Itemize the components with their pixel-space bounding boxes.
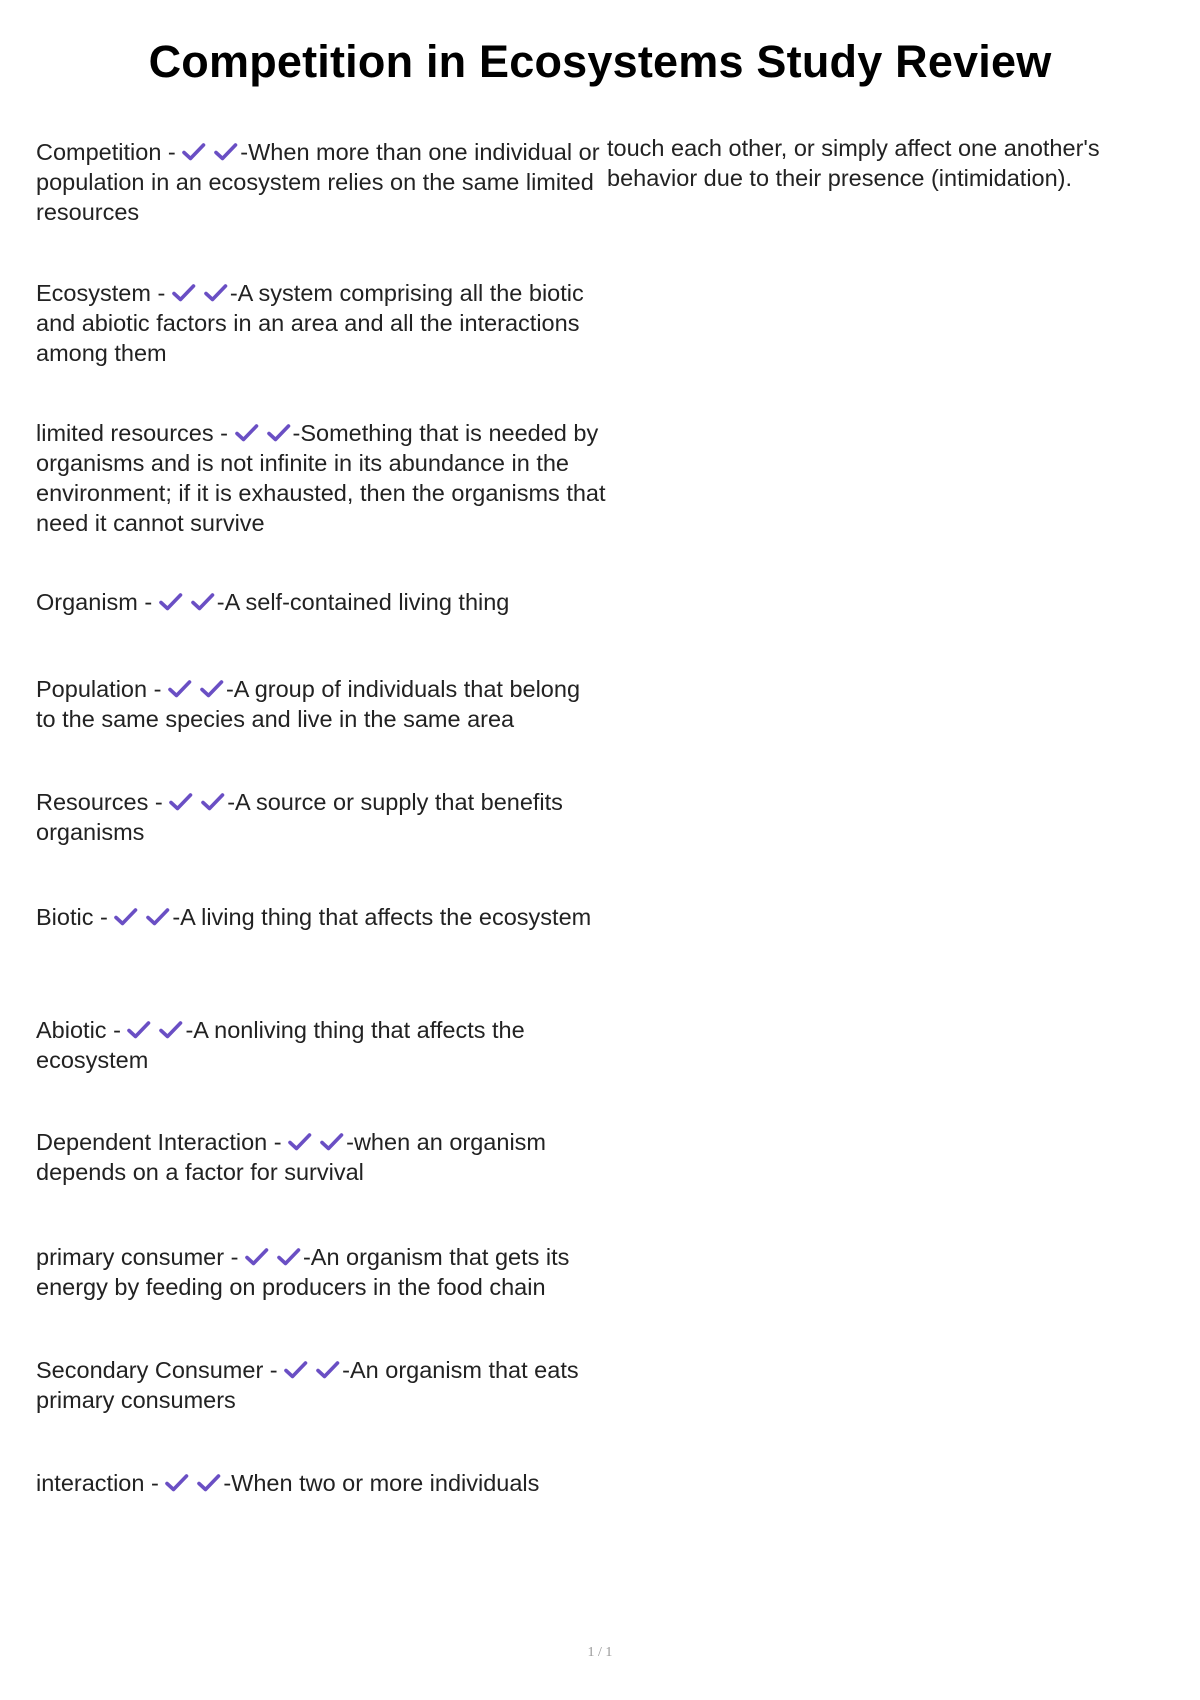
checkmark-icon [200, 679, 226, 699]
entry-separator: - [267, 1129, 289, 1155]
entry-separator: - [147, 676, 168, 702]
entry-definition: -A group of individuals that belong to the same species and live in the same area [36, 676, 581, 732]
glossary-entry [36, 587, 606, 617]
checkmark-icon [191, 592, 217, 612]
entry-separator: - [148, 789, 170, 815]
entry-term: limited resources [36, 420, 214, 446]
checkmark-icon [197, 1473, 223, 1493]
entries-column-right [607, 133, 1127, 193]
entry-definition: -when an organism depends on a factor for survival [36, 1129, 546, 1185]
checkmark-icon [277, 1247, 303, 1267]
glossary-entry [36, 787, 606, 847]
checkmark-icon [288, 1132, 314, 1152]
entry-separator: - [106, 1017, 128, 1043]
entry-definition: -Something that is needed by organisms and is not infinite in its abundance in the environment; if it is exhausted, then the organisms that need it cannot survive [36, 420, 606, 536]
entry-term: Dependent Interaction [36, 1129, 268, 1155]
page-title: Competition in Ecosystems Study Review [148, 36, 1052, 87]
checkmark-icon [235, 423, 261, 443]
checkmark-icon [168, 679, 194, 699]
entry-definition: -An organism that eats primary consumers [36, 1357, 579, 1413]
entry-definition: -A system comprising all the biotic and abiotic factors in an area and all the interactions among them [36, 280, 584, 366]
entry-term: Biotic [36, 904, 94, 930]
checkmark-icon [165, 1473, 191, 1493]
entry-definition: -When more than one individual or population in an ecosystem relies on the same limited resources [36, 139, 600, 225]
entry-term: Population [36, 676, 148, 702]
checkmark-icon [245, 1247, 271, 1267]
entry-definition: -A living thing that affects the ecosystem [172, 904, 592, 930]
checkmark-icon [146, 907, 172, 927]
checkmark-icon [204, 283, 230, 303]
entry-term: primary consumer [36, 1244, 225, 1270]
checkmark-icon [201, 792, 227, 812]
checkmark-icon [214, 142, 240, 162]
entry-separator: - [213, 420, 235, 446]
entry-separator: - [150, 280, 172, 306]
entry-term: Resources [36, 789, 149, 815]
entry-term: Abiotic [36, 1017, 107, 1043]
entry-separator: - [263, 1357, 285, 1383]
glossary-entry [36, 1242, 606, 1302]
checkmark-icon [182, 142, 208, 162]
glossary-entry [36, 1355, 606, 1415]
entry-definition: -An organism that gets its energy by feeding on producers in the food chain [36, 1244, 570, 1300]
entry-continuation: touch each other, or simply affect one another's behavior due to their presence (intimidation). [607, 135, 1100, 191]
checkmark-icon [284, 1360, 310, 1380]
page-number: 1 / 1 [587, 1645, 613, 1660]
entry-term: Ecosystem [36, 280, 151, 306]
checkmark-icon [159, 592, 185, 612]
entry-separator: - [224, 1244, 245, 1270]
checkmark-icon [114, 907, 140, 927]
checkmark-icon [320, 1132, 346, 1152]
entry-separator: - [144, 1470, 166, 1496]
entry-separator: - [137, 589, 159, 615]
entry-term: Secondary Consumer [36, 1357, 264, 1383]
checkmark-icon [316, 1360, 342, 1380]
checkmark-icon [267, 423, 293, 443]
entry-term: interaction [36, 1470, 145, 1496]
glossary-entry [36, 1468, 606, 1498]
glossary-entry [36, 137, 606, 227]
entry-separator: - [161, 139, 183, 165]
glossary-entry [36, 278, 606, 368]
glossary-entry [36, 418, 606, 538]
entry-term: Competition [36, 139, 162, 165]
entry-definition: -A self-contained living thing [216, 589, 510, 615]
checkmark-icon [169, 792, 195, 812]
checkmark-icon [159, 1020, 185, 1040]
glossary-entry [36, 1015, 606, 1075]
glossary-entry [36, 902, 606, 932]
checkmark-icon [127, 1020, 153, 1040]
entry-definition: -A nonliving thing that affects the ecosystem [36, 1017, 525, 1073]
glossary-entry [36, 1127, 606, 1187]
glossary-entry [36, 674, 606, 734]
entry-term: Organism [36, 589, 138, 615]
entry-definition: -A source or supply that benefits organisms [36, 789, 563, 845]
entry-separator: - [93, 904, 115, 930]
checkmark-icon [172, 283, 198, 303]
entry-definition: -When two or more individuals [223, 1470, 540, 1496]
